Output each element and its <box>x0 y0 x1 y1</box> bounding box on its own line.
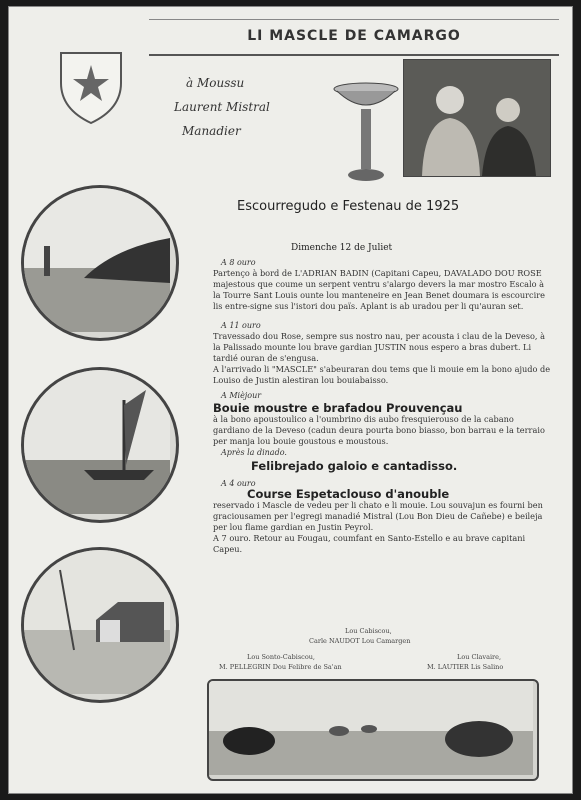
hour-3: A Mièjour <box>221 391 262 400</box>
paragraph-2: Travessado dou Rose, sempre sus nostro nau, per acousta i clau de la Deveso, à la Palissado mounte lou brave gardian JUSTIN nous espero a bras dubert. Li tardié ouran de s'engusa. <box>213 331 545 363</box>
cabiscou-label: Lou Cabiscou, <box>345 627 392 635</box>
paragraph-3: A l'arrivado li "MASCLE" s'abeuraran dou tems que li mouie em la bono ajudo de Louiso de Justin alestiran lou bouiabaisso. <box>213 364 551 385</box>
sots-label: Lou Sonto-Cabiscou, <box>247 653 315 661</box>
after-lunch: Après la dinado. <box>221 448 287 457</box>
title-banner <box>149 19 559 56</box>
poster-sheet <box>8 6 573 794</box>
marsh-landscape-medallion <box>21 185 179 341</box>
hour-4: A 4 ouro <box>221 479 256 488</box>
cabin-medallion <box>21 547 179 703</box>
hour-2: A 11 ouro <box>221 321 261 330</box>
star-shield-icon <box>57 47 125 125</box>
clavaire-name: M. LAUTIER Lis Salino <box>427 663 504 671</box>
headline-course: Course Espetaclouso d'anouble <box>247 487 450 501</box>
hour-1: A 8 ouro <box>221 258 256 267</box>
boat-medallion <box>21 367 179 523</box>
headline-felibrejado: Felibrejado galoio e cantadisso. <box>251 459 458 473</box>
couple-photo <box>403 59 551 177</box>
paragraph-1: Partenço à bord de L'ADRIAN BADIN (Capitani Capeu, DAVALADO DOU ROSE majestous que coume un serpent ventru s'alargo devers la mar mostro Escalo à la Tourre Sant Louis ounte lou manteneire en Jean Benet doumara is escourcire lis entre-signe sus l'istori dou païs. Aplant is ab uradou per li qu'auran set. <box>213 268 546 311</box>
sots-name: M. PELLEGRIN Dou Felibre de Sa'an <box>219 663 342 671</box>
trophy-cup-icon <box>331 79 401 187</box>
paragraph-6: reservado i Mascle de vedeu per li chato e li mouie. Lou souvajun es fourni ben graciousamen per l'egregi manadié Mistral (Lou Bon Dieu de Cañebe) e beileja per lou flame gardian en Justin Peyrol. <box>213 500 543 532</box>
dedication <box>174 71 304 143</box>
paragraph-7: A 7 ouro. Retour au Fougau, coumfant en Santo-Estello e au brave capitani Capeu. <box>213 533 526 554</box>
paragraph-4: à la bono apoustoulico a l'oumbrino dis aubo fresquierouso de la cabano gardiano de la Deveso (cadun deura pourta bono biasso, bon barrau e la terraio per manja lou bouie goustous e moustous. <box>213 414 545 446</box>
dedication-line-3: Manadier <box>182 124 241 138</box>
cabiscou-name: Carle NAUDOT Lou Camargen <box>309 637 411 645</box>
banner-text: LI MASCLE DE CAMARGO <box>247 28 461 44</box>
event-title: Escourregudo e Festenau de 1925 <box>237 199 460 214</box>
dedication-line-1: à Moussu <box>186 76 245 90</box>
clavaire-label: Lou Clavaire, <box>457 653 502 661</box>
schedule-text <box>213 257 553 555</box>
headline-feast: Bouie moustre e brafadou Prouvençau <box>213 401 463 415</box>
dedication-line-2: Laurent Mistral <box>174 100 270 114</box>
bulls-panel <box>207 679 539 781</box>
event-date: Dimenche 12 de Juliet <box>291 243 393 253</box>
